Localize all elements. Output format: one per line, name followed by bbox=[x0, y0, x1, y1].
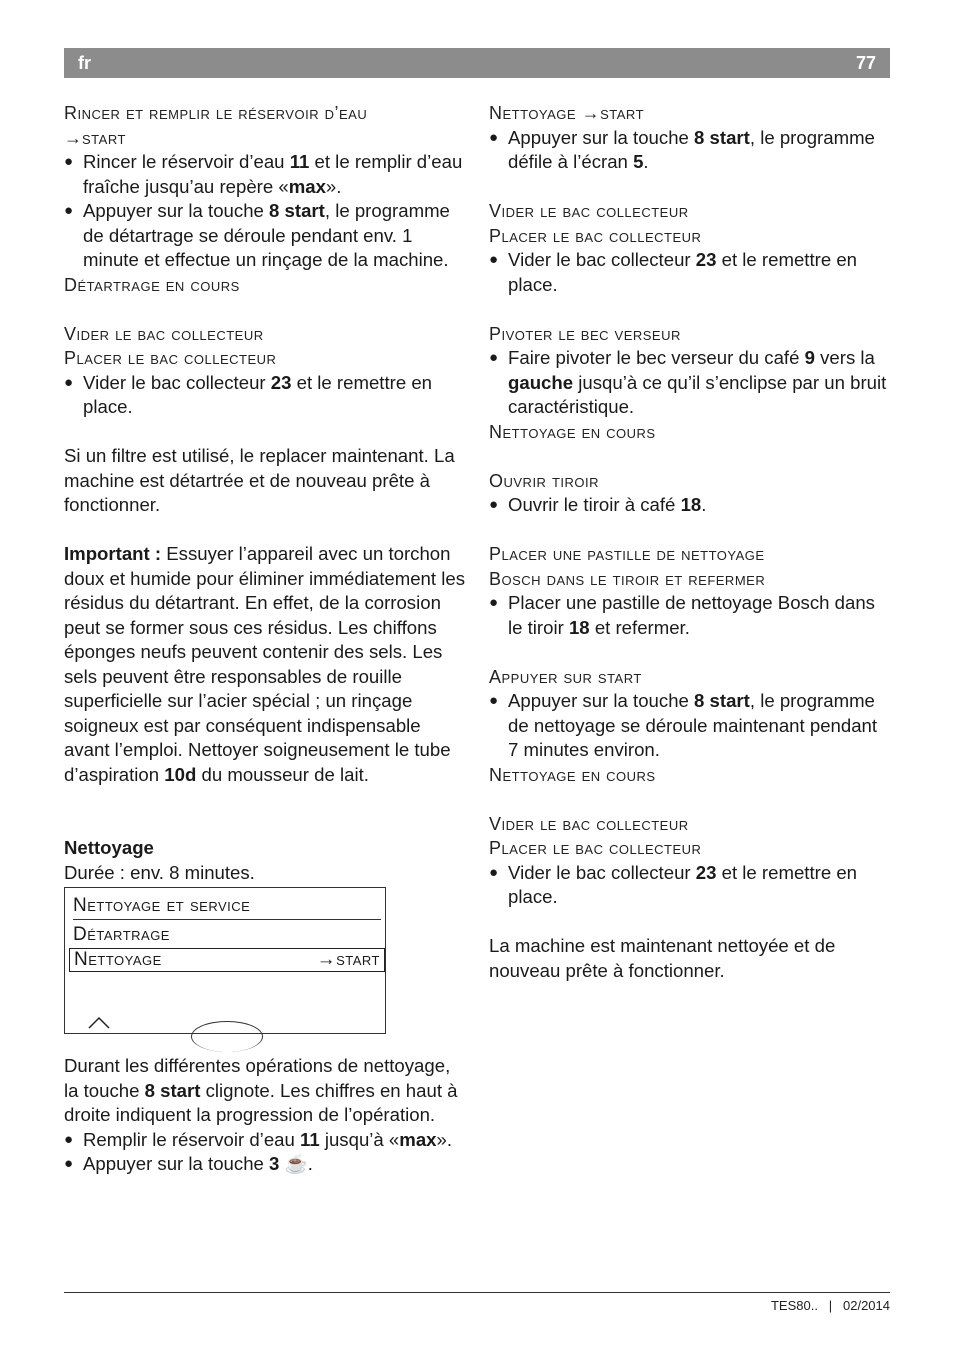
heading-cleaning: Nettoyage bbox=[64, 837, 154, 858]
cup-icon: ☕ bbox=[284, 1153, 308, 1174]
paragraph-important: Important : Essuyer l’appareil avec un torchon doux et humide pour éliminer immédiatement les résidus du détartrant. En effet, de la corrosion peut se former sous ces résidus. Les chiffons éponges neufs peuvent contenir des sels. Les sels peuvent être responsables de rouille superficielle sur l’acier spécial ; un rinçage soigneux est par conséquent indispensable avant l’emploi. Nettoyer soigneusement le tube d’aspiration 10d du mousseur de lait. bbox=[64, 543, 465, 785]
rotary-knob-icon bbox=[191, 1021, 263, 1052]
heading-place-tablet-2: Bosch dans le tiroir et refermer bbox=[489, 568, 766, 589]
list-item: ● Appuyer sur la touche 8 start, le programme de nettoyage se déroule maintenant pendant 7 minutes environ. bbox=[489, 689, 889, 763]
display-illustration bbox=[64, 887, 386, 1034]
arrow-right-icon: → bbox=[64, 127, 83, 148]
footer-text: TES80.. | 02/2014 bbox=[770, 1298, 890, 1313]
heading-rinse-start: →start bbox=[64, 126, 469, 151]
footer-divider bbox=[64, 1292, 890, 1293]
heading-place-tray: Placer le bac collecteur bbox=[489, 838, 702, 858]
language-label: fr bbox=[78, 53, 91, 73]
list-item: ● Remplir le réservoir d’eau 11 jusqu’à «max». bbox=[64, 1128, 469, 1153]
list-item: ● Appuyer sur la touche 8 start, le programme de détartrage se déroule pendant env. 1 minute et effectue un rinçage de la machine. bbox=[64, 199, 469, 273]
paragraph-cleaning-progress: Durant les différentes opérations de nettoyage, la touche 8 start clignote. Les chiffres en haut à droite indiquent la progression de l’opération. bbox=[64, 1055, 458, 1125]
list-item: ● Vider le bac collecteur 23 et le remettre en place. bbox=[489, 248, 889, 297]
duration-text: Durée : env. 8 minutes. bbox=[64, 861, 255, 883]
heading-place-tray: Placer le bac collecteur bbox=[489, 225, 702, 246]
arrow-right-icon: → bbox=[316, 949, 337, 970]
paragraph-ready: La machine est maintenant nettoyée et de nouveau prête à fonctionner. bbox=[489, 935, 836, 981]
heading-open-drawer: Ouvrir tiroir bbox=[489, 470, 600, 491]
left-column bbox=[64, 101, 469, 1177]
heading-empty-tray: Vider le bac collecteur bbox=[489, 201, 689, 221]
right-column bbox=[489, 101, 889, 983]
list-item: ● Faire pivoter le bec verseur du café 9 vers la gauche jusqu’à ce qu’il s’enclipse par un bruit caractéristique. bbox=[489, 346, 889, 420]
list-item: ● Appuyer sur la touche 8 start, le programme défile à l’écran 5. bbox=[489, 126, 889, 175]
chevron-up-icon bbox=[87, 1012, 111, 1037]
heading-rinse: Rincer et remplir le réservoir d’eau bbox=[64, 103, 368, 123]
display-line-2: Détartrage bbox=[73, 923, 381, 949]
list-item: ● Ouvrir le tiroir à café 18. bbox=[489, 493, 889, 518]
page-number: 77 bbox=[855, 53, 876, 73]
list-item: ● Appuyer sur la touche 3 ☕. bbox=[64, 1152, 469, 1177]
heading-cleaning-in-progress: Nettoyage en cours bbox=[489, 764, 656, 785]
page-header bbox=[64, 48, 890, 78]
paragraph-filter: Si un filtre est utilisé, le replacer maintenant. La machine est détartrée et de nouveau prête à fonctionner. bbox=[64, 445, 455, 515]
heading-pivot-spout: Pivoter le bec verseur bbox=[489, 323, 681, 344]
heading-cleaning-start: Nettoyage →start bbox=[489, 103, 645, 123]
heading-press-start: Appuyer sur start bbox=[489, 666, 642, 687]
heading-place-tablet: Placer une pastille de nettoyage bbox=[489, 544, 765, 564]
heading-descaling: Détartrage en cours bbox=[64, 274, 240, 295]
heading-empty-tray: Vider le bac collecteur bbox=[489, 813, 689, 834]
display-line-3-selected: Nettoyage →start bbox=[69, 948, 385, 972]
list-item: ● Vider le bac collecteur 23 et le remettre en place. bbox=[64, 371, 469, 420]
display-line-1: Nettoyage et service bbox=[73, 894, 381, 920]
list-item: ● Vider le bac collecteur 23 et le remettre en place. bbox=[489, 861, 889, 910]
heading-place-tray: Placer le bac collecteur bbox=[64, 348, 277, 368]
list-item: ● Placer une pastille de nettoyage Bosch dans le tiroir 18 et refermer. bbox=[489, 591, 889, 640]
arrow-right-icon: → bbox=[581, 103, 601, 123]
heading-empty-tray: Vider le bac collecteur bbox=[64, 323, 264, 344]
list-item: ● Rincer le réservoir d’eau 11 et le remplir d’eau fraîche jusqu’au repère «max». bbox=[64, 150, 469, 199]
heading-cleaning-in-progress: Nettoyage en cours bbox=[489, 421, 656, 442]
